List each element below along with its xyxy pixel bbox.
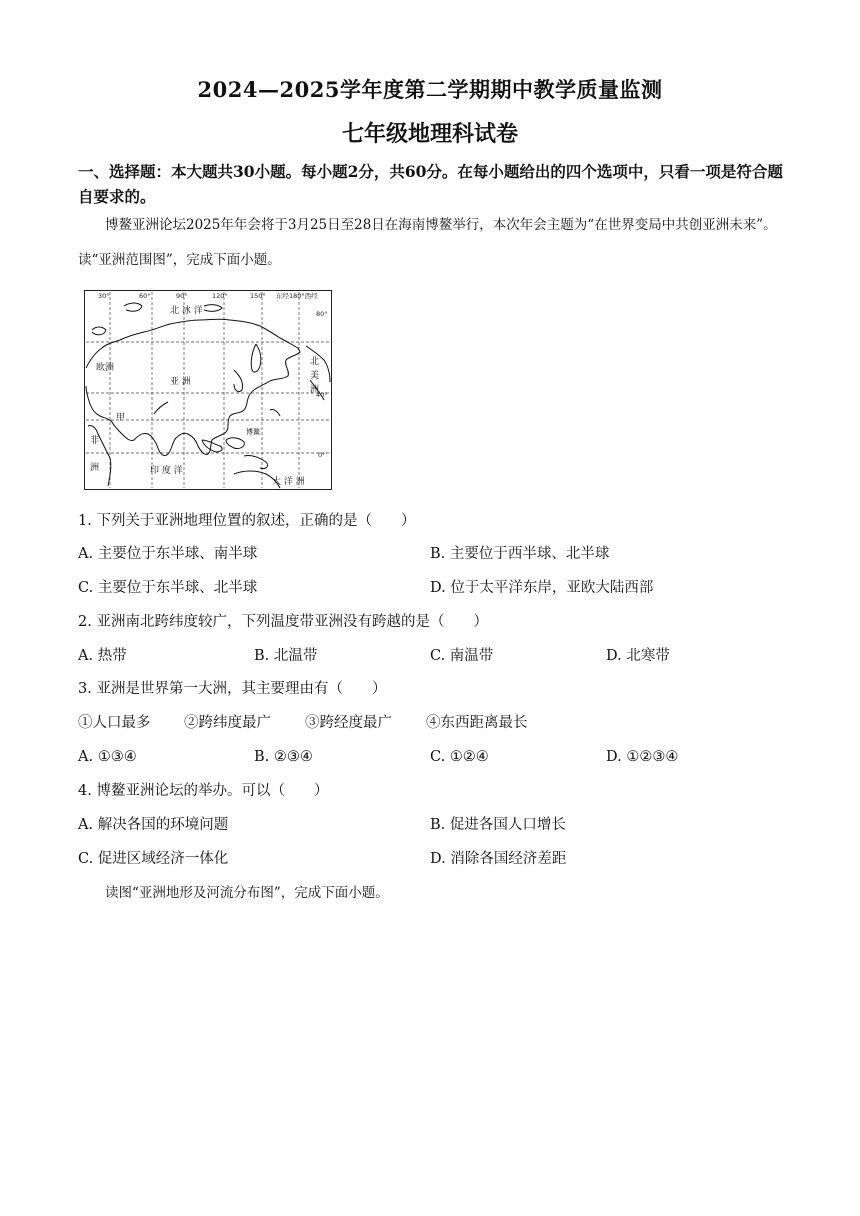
asia-range-map bbox=[84, 290, 332, 490]
label-europe: 欧洲 bbox=[96, 363, 115, 373]
q4-option-a[interactable]: A. 解决各国的环境问题 bbox=[78, 817, 229, 833]
label-jia: 甲 bbox=[116, 413, 126, 423]
q1-option-b[interactable]: B. 主要位于西半球、北半球 bbox=[430, 546, 610, 562]
lat-label-0: 0° bbox=[318, 451, 326, 459]
question-2-stem: 2. 亚洲南北跨纬度较广，下列温度带亚洲没有跨越的是（ ） bbox=[78, 614, 488, 630]
q2-option-a[interactable]: A. 热带 bbox=[78, 648, 127, 664]
q1-option-d[interactable]: D. 位于太平洋东岸，亚欧大陆西部 bbox=[430, 580, 654, 596]
asia-map-figure bbox=[84, 290, 332, 490]
q3-option-b[interactable]: B. ②③④ bbox=[254, 749, 313, 765]
lon-label-4: 120° bbox=[212, 292, 228, 300]
q4-option-b[interactable]: B. 促进各国人口增长 bbox=[430, 817, 566, 833]
lat-label-80: 80° bbox=[316, 310, 328, 318]
label-arctic-ocean: 北 冰 洋 bbox=[170, 306, 203, 316]
passage-intro: 博鳌亚洲论坛2025年年会将于3月25日至28日在海南博鳌举行，本次年会主题为“在世界变局中共创亚洲未来”。读“亚洲范围图”，完成下面小题。 bbox=[78, 217, 777, 268]
q3-item-4: ④东西距离最长 bbox=[426, 715, 528, 731]
section-heading: 一、选择题：本大题共30小题。每小题2分，共60分。在每小题给出的四个选项中，只看一项是符合题自要求的。 bbox=[78, 162, 783, 206]
question-4-stem: 4. 博鳌亚洲论坛的举办。可以（ ） bbox=[78, 783, 329, 799]
lon-label-5: 150° bbox=[250, 292, 266, 300]
label-na-3: 洲 bbox=[310, 385, 320, 395]
question-1-stem: 1. 下列关于亚洲地理位置的叙述，正确的是（ ） bbox=[78, 513, 416, 529]
q3-option-c[interactable]: C. ①②④ bbox=[430, 749, 489, 765]
q3-option-a[interactable]: A. ①③④ bbox=[78, 749, 137, 765]
label-na-2: 美 bbox=[310, 371, 320, 381]
label-oceania: 大 洋 洲 bbox=[272, 477, 305, 487]
q1-option-c[interactable]: C. 主要位于东半球、北半球 bbox=[78, 580, 258, 596]
label-na-1: 北 bbox=[310, 357, 320, 367]
q4-option-c[interactable]: C. 促进区域经济一体化 bbox=[78, 851, 229, 867]
q2-option-b[interactable]: B. 北温带 bbox=[254, 648, 318, 664]
q3-item-1: ①人口最多 bbox=[78, 715, 151, 731]
label-asia: 亚 洲 bbox=[170, 377, 191, 387]
q2-option-d[interactable]: D. 北寒带 bbox=[606, 648, 670, 664]
lon-label-3: 90° bbox=[176, 292, 188, 300]
q2-option-c[interactable]: C. 南温带 bbox=[430, 648, 494, 664]
lat-label-40: 40° bbox=[316, 391, 328, 399]
q4-option-d[interactable]: D. 消除各国经济差距 bbox=[430, 851, 567, 867]
lon-label-1: 30° bbox=[98, 292, 110, 300]
label-africa-2: 洲 bbox=[90, 463, 100, 473]
label-boao: 博鳌 bbox=[246, 428, 260, 436]
exam-title: 2024—2025学年度第二学期期中教学质量监测 bbox=[197, 77, 663, 102]
label-africa-1: 非 bbox=[90, 436, 100, 446]
q1-option-a[interactable]: A. 主要位于东半球、南半球 bbox=[78, 546, 258, 562]
q3-option-d[interactable]: D. ①②③④ bbox=[606, 749, 679, 765]
lon-label-2: 60° bbox=[139, 292, 151, 300]
label-indian-ocean: 印 度 洋 bbox=[150, 466, 183, 476]
question-3-stem: 3. 亚洲是世界第一大洲，其主要理由有（ ） bbox=[78, 681, 387, 697]
exam-subtitle: 七年级地理科试卷 bbox=[341, 121, 518, 147]
lon-label-6: 东经180°西经 bbox=[276, 292, 318, 300]
passage-intro-2: 读图“亚洲地形及河流分布图”，完成下面小题。 bbox=[105, 885, 389, 901]
q3-item-3: ③跨经度最广 bbox=[305, 715, 392, 731]
q3-item-2: ②跨纬度最广 bbox=[184, 715, 271, 731]
